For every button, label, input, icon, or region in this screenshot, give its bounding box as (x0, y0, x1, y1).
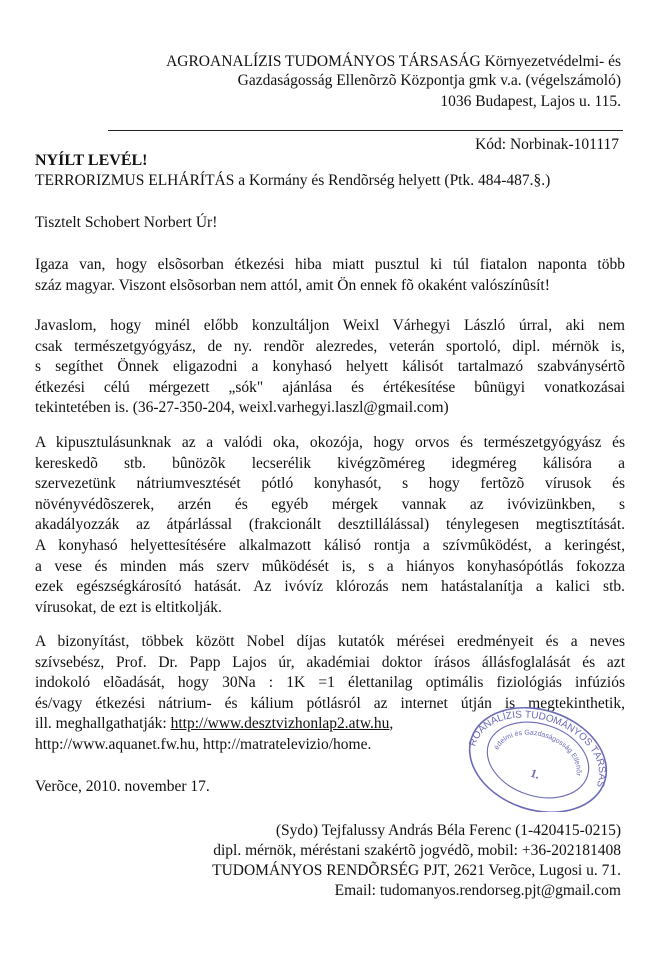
stamp-ring-text: AGROANALÍZIS TUDOMÁNYOS TÁRSASÁG (467, 709, 608, 789)
paragraph-2-line: Javaslom, hogy minél előbb konzultáljon Weixl Várhegyi László úrral, aki nem (35, 317, 625, 334)
paragraph-3-line: ezek egészségkárosító hatását. Az ivóvíz klórozás nem hatástalanítja a kalici stb. (35, 578, 625, 596)
paragraph-3-line: akadályozzák az átpárlással (frakcionált desztillálással) ténylegesen megtisztítását. (35, 516, 625, 534)
paragraph-4-line: indokoló elõadását, hogy 30Na : 1K =1 élettanilag optimális fiziológiás infúziós (35, 674, 625, 692)
letterhead-line-2: Gazdaságosság Ellenõrzõ Központja gmk v.a. (végelszámoló) (237, 72, 621, 89)
paragraph-4-line: A bizonyítást, többek között Nobel díjas kutatók mérései eredményeit és a neves (35, 633, 625, 650)
paragraph-2-line: étkezési célú mérgezett „sók" ajánlása és értékesítése bûnügyi vonatkozásai (35, 378, 625, 396)
paragraph-3-line: szervezetünk nátriumvesztését pótló konyhasót, s hogy fertõzõ vírusok és (35, 475, 625, 493)
paragraph-3-line: A konyhasó helyettesítésére alkalmazott kálisó rontja a szívmûködést, a keringést, (35, 536, 625, 554)
paragraph-4-line: és/vagy étkezési nátrium- és kálium pótlásról az internet útján is megtekinthetik, (35, 694, 625, 712)
header-divider (108, 130, 623, 131)
paragraph-1 (35, 255, 625, 296)
website-links-line: http://www.aquanet.fw.hu, http://matratelevizio/home. (35, 735, 372, 753)
letterhead (166, 52, 621, 111)
letter-title: NYÍLT LEVÉL! (35, 152, 148, 169)
link-intro: ill. meghallgathatják: (35, 715, 171, 733)
reference-code: Kód: Norbinak-101117 (475, 136, 619, 153)
website-link-1[interactable]: http://www.desztvizhonlap2.atw.hu (170, 715, 390, 733)
signature-email: Email: tudomanyos.rendorseg.pjt@gmail.com (334, 882, 621, 899)
paragraph-3-line: kereskedõ stb. bûnözõk lecserélik kivégzõméreg idegméreg kálisóra a (35, 454, 625, 472)
paragraph-4-line: szívsebész, Prof. Dr. Papp Lajos úr, akadémiai doktor írásos állásfoglalását és azt (35, 653, 625, 671)
signature-name: (Sydo) Tejfalussy András Béla Ferenc (1-420415-0215) (275, 822, 621, 839)
paragraph-2-line: tekintetében is. (36-27-350-204, weixl.varhegyi.laszl@gmail.com) (35, 399, 449, 417)
signature-address: TUDOMÁNYOS RENDÕRSÉG PJT, 2621 Verõce, Lugosi u. 71. (212, 862, 621, 879)
paragraph-1-line: száz magyar. Viszont elsõsorban nem attól, amit Ön ennek fõ okaként valószínûsít! (35, 276, 550, 294)
place-and-date: Verõce, 2010. november 17. (35, 778, 210, 795)
signature-block (212, 821, 621, 901)
paragraph-3-line: A kipusztulásunknak az a valódi oka, okozója, hogy orvos és természetgyógyász és (35, 434, 625, 451)
stamp-number: 1. (528, 765, 542, 782)
stamp-inner-text: Környezetvédelmi és Gazdaságosság Ellenõrzõ (493, 729, 582, 777)
paragraph-2-line: s segíthet Önnek eligazodni a konyhasó helyett kálisót tartalmazó szabványsértõ (35, 358, 625, 376)
paragraph-3 (35, 433, 625, 618)
paragraph-3-line: a vese és minden más szerv mûködését is, s a hiányos konyhasópótlás fokozza (35, 557, 625, 575)
letterhead-line-1: AGROANALÍZIS TUDOMÁNYOS TÁRSASÁG Környezetvédelmi- és (166, 53, 621, 70)
letterhead-line-3: 1036 Budapest, Lajos u. 115. (440, 93, 621, 110)
salutation: Tisztelt Schobert Norbert Úr! (35, 214, 218, 231)
link-comma: , (389, 715, 394, 733)
paragraph-2 (35, 316, 625, 419)
signature-title: dipl. mérnök, méréstani szakértõ jogvédõ, mobil: +36-202181408 (213, 842, 621, 859)
organization-stamp (452, 702, 622, 812)
paragraph-2-line: csak természetgyógyász, de ny. rendõr alezredes, veterán sportoló, dipl. mérnök is, (35, 337, 625, 355)
paragraph-3-line: vírusokat, de ezt is eltitkolják. (35, 598, 222, 616)
paragraph-3-line: növényvédõszerek, arzén és egyéb mérgek vannak az ivóvizünkben, s (35, 495, 625, 513)
paragraph-1-line: Igaza van, hogy elsõsorban étkezési hiba miatt pusztul ki túl fiatalon naponta több (35, 256, 625, 273)
letter-subject: TERRORIZMUS ELHÁRÍTÁS a Kormány és Rendõrség helyett (Ptk. 484-487.§.) (35, 172, 551, 189)
